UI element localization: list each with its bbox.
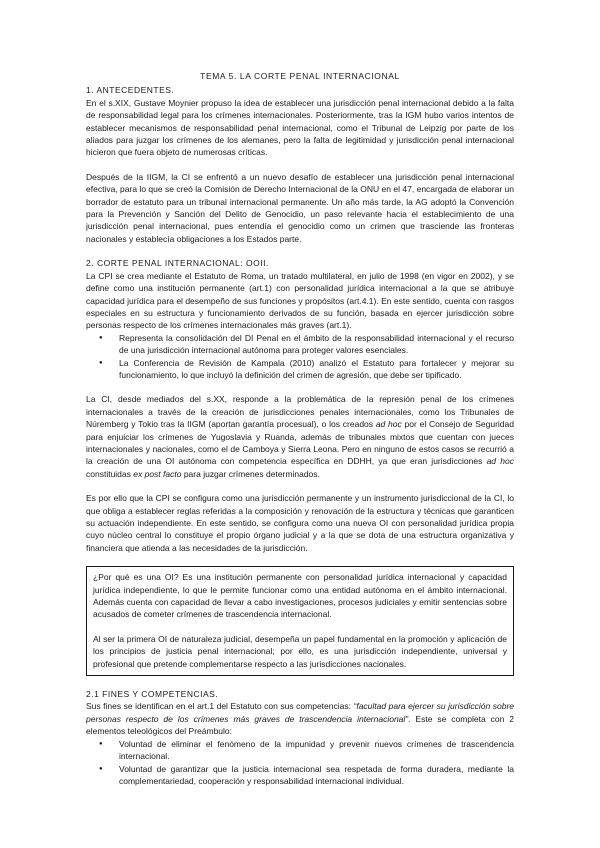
section-2-1-paragraph: Sus fines se identifican en el art.1 del Estatuto con sus competencias: “facultad para ejercer su jurisdicción sobre personas respecto de los crímenes más graves de trascendencia internacional”. Este se completa con 2 elementos teleológicos del Preámbulo:	[86, 701, 515, 737]
section-2-paragraph-3: Es por ello que la CPI se configura como una jurisdicción permanente y un instrumento jurisdiccional de la CI, lo que obliga a establecer reglas referidas a la composición y renovación de la estructura y técnicas que garanticen su actuación independiente. En este sentido, se configura como una nueva OI con personalidad jurídica propia cuyo núcleo central lo constituye el propio órgano judicial y a la que se dota de una estructura organizativa y financiera que atienda a las necesidades de la jurisdicción.	[86, 493, 514, 553]
list-item: ● Voluntad de eliminar el fenómeno de la impunidad y prevenir nuevos crímenes de trascendencia internacional.	[119, 738, 514, 763]
document-title: TEMA 5. LA CORTE PENAL INTERNACIONAL	[200, 71, 400, 81]
document-page	[86, 70, 514, 787]
box-paragraph-2: Al ser la primera OI de naturaleza judicial, desempeña un papel fundamental en la promoción y aplicación de los principios de justicia penal internacional; por ello, es una jurisdicción independiente, universal y profesional que pretende complementarse respecto a las jurisdicciones nacionales.	[93, 633, 507, 669]
section-2-heading: 2. CORTE PENAL INTERNACIONAL: OOII.	[86, 258, 269, 269]
section-2-paragraph-2: La CI, desde mediados del s.XX, responde a la problemática de la represión penal de los crímenes internacionales a través de la creación de jurisdicciones penales internacionales, como los Tribunales de Núremberg y Tokio tras la IIGM (aportan garantía procesual), o los creados ad hoc por el Consejo de Seguridad para enjuiciar los crímenes de Yugoslavia y Ruanda, además de tribunales mixtos que cuentan con jueces internacionales y nacionales, como el de Camboya y Sierra Leona. Pero en ninguno de estos casos se recurrió a la creación de una OI autónoma con competencia específica en DDHH, ya que eran jurisdicciones ad hoc constituidas ex post facto para juzgar crímenes determinados.	[86, 394, 514, 479]
section-1-paragraph-1: En el s.XIX, Gustave Moynier propuso la idea de establecer una jurisdicción penal internacional debido a la falta de responsabilidad legal para los crímenes internacionales. Posteriormente, tras la IGM hubo varios intentos de establecer mecanismos de responsabilidad penal internacional, como el Tribunal de Leipzig por parte de los aliados para juzgar los crímenes de los alemanes, pero la falta de legitimidad y jurisdicción penal internacional hicieron que fuera objeto de numerosas críticas.	[86, 97, 514, 158]
box-paragraph-1: ¿Por qué es una OI? Es una institución permanente con personalidad jurídica internacional y capacidad jurídica independiente, lo que le permite funcionar como una entidad autónoma en el ámbito internacional. Además cuenta con capacidad de llevar a cabo investigaciones, procesos judiciales y emitir sentencias sobre acusados de cometer crímenes de trascendencia internacional.	[93, 572, 507, 620]
section-2-1-bullet-list	[86, 738, 514, 788]
list-item: ● Representa la consolidación del DI Penal en el ámbito de la responsabilidad internacional y el recurso de una jurisdicción internacional autónoma para proteger valores esenciales.	[119, 332, 514, 357]
section-2-1-heading: 2.1 FINES Y COMPETENCIAS.	[86, 689, 219, 700]
section-1-heading: 1. ANTECEDENTES.	[86, 85, 175, 96]
section-1-paragraph-2: Después de la IIGM, la CI se enfrentó a un nuevo desafío de establecer una jurisdicción penal internacional efectiva, para lo que se creó la Comisión de Derecho Internacional de la ONU en el 47, encargada de elaborar un borrador de estatuto para un tribunal internacional permanente. Un año más tarde, la AG adoptó la Convención para la Prevención y Sanción del Delito de Genocidio, un paso relevante hacia el establecimiento de una jurisdicción penal internacional, pues entendía el genocidio como un crimen que trasciende las fronteras nacionales y establecía obligaciones a los Estados parte.	[86, 171, 514, 244]
highlight-box	[86, 566, 514, 676]
list-item: ● Voluntad de garantizar que la justicia internacional sea respetada de forma duradera, mediante la complementariedad, cooperación y responsabilidad internacional individual.	[119, 763, 514, 788]
section-2-bullet-list	[86, 332, 514, 382]
section-2-paragraph-1: La CPI se crea mediante el Estatuto de Roma, un tratado multilateral, en julio de 1998 (en vigor en 2002), y se define como una institución permanente (art.1) con personalidad jurídica internacional a la que se atribuye capacidad jurídica para el desempeño de sus funciones y propósitos (art.4.1). En este sentido, cuenta con rasgos especiales en su estructura y funcionamiento derivados de su función, basada en ejercer jurisdicción sobre personas respecto de los crímenes internacionales más graves (art.1).	[86, 270, 514, 331]
list-item: ● La Conferencia de Revisión de Kampala (2010) analizó el Estatuto para fortalecer y mejorar su funcionamiento, lo que incluyó la definición del crimen de agresión, que debe ser tipificado.	[119, 357, 514, 382]
